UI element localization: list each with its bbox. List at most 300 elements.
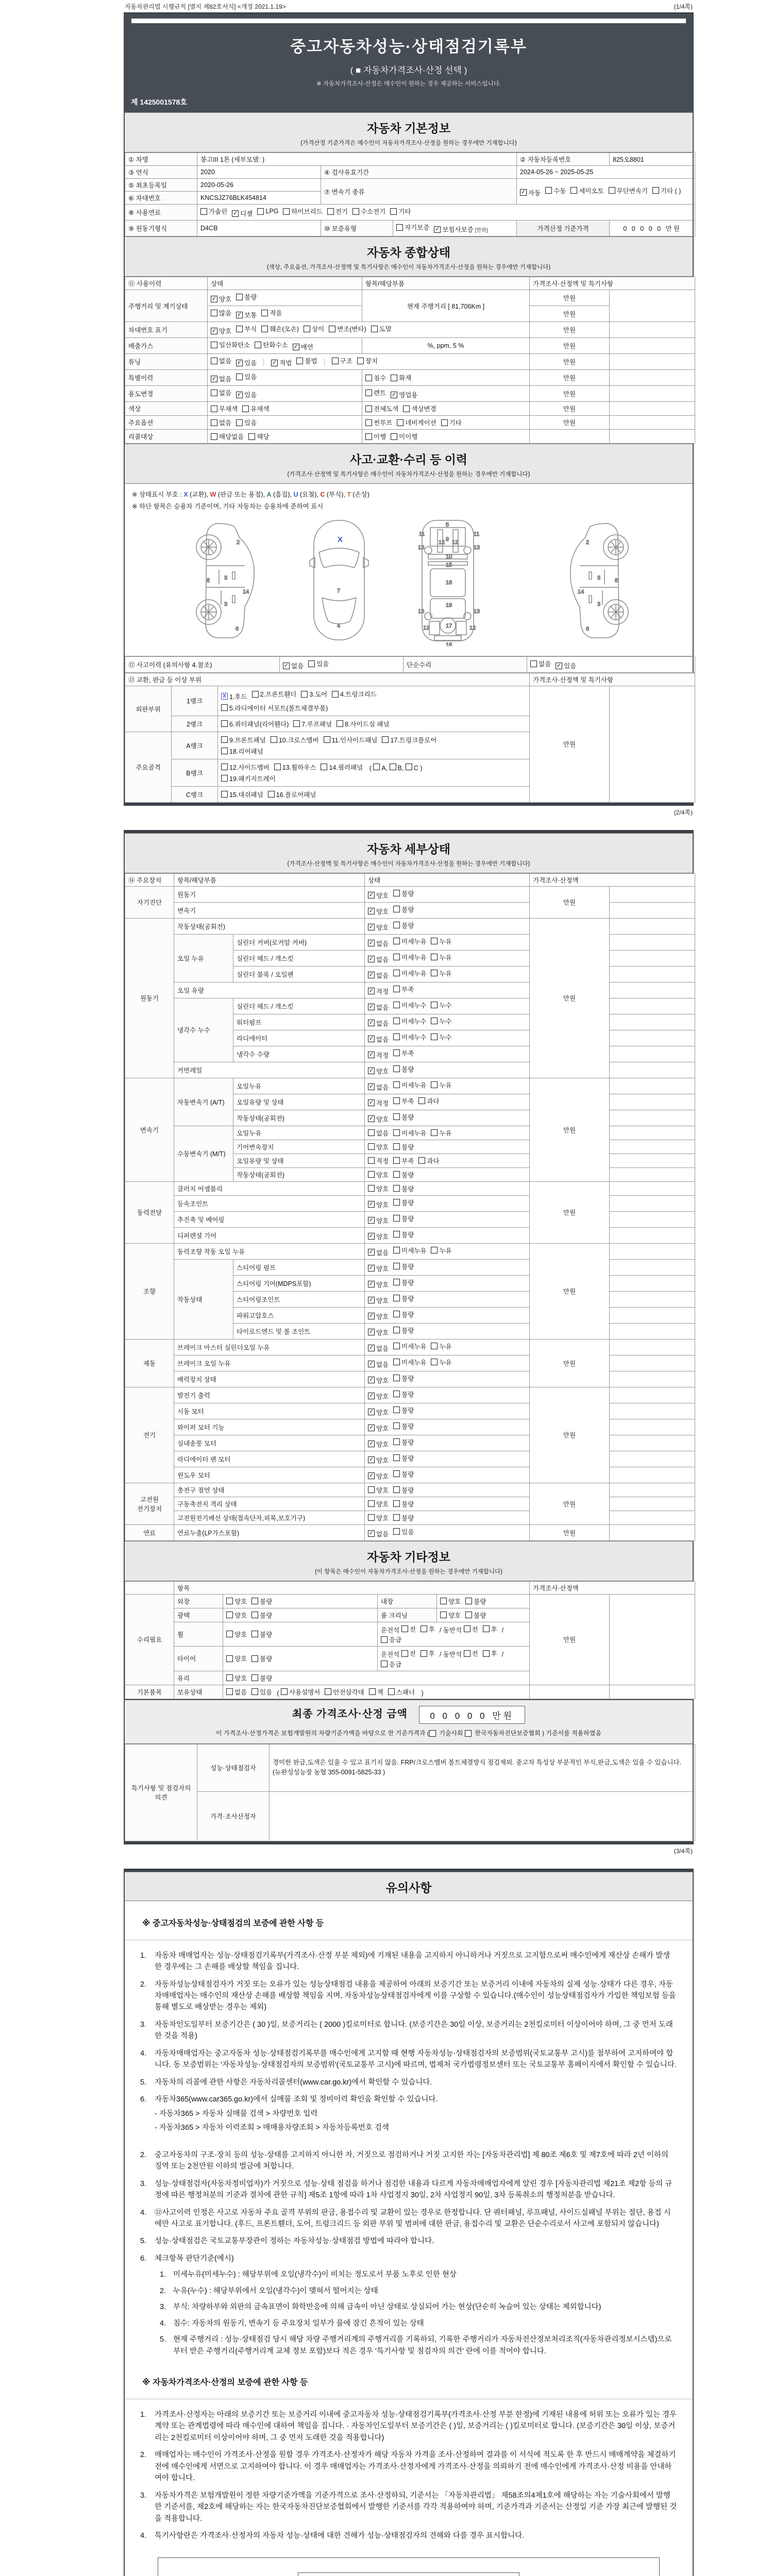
checkbox-box[interactable]: [324, 736, 330, 743]
checkbox-불량[interactable]: [393, 1064, 414, 1074]
checkbox-전[interactable]: [464, 1624, 478, 1634]
checkbox-box[interactable]: [431, 954, 438, 960]
checkbox-불량[interactable]: [393, 1278, 414, 1287]
checkbox-보험사보증[interactable]: [434, 225, 488, 234]
panel-item-6[interactable]: [221, 719, 289, 728]
panel-item-17[interactable]: [382, 735, 436, 744]
checkbox-box[interactable]: [431, 1247, 438, 1253]
checkbox-미세누유[interactable]: [393, 969, 426, 978]
checkbox-box[interactable]: [261, 310, 268, 316]
checkbox-box[interactable]: [308, 660, 315, 667]
checkbox-기타[interactable]: [390, 207, 411, 216]
checkbox-없음[interactable]: [368, 1529, 389, 1538]
checkbox-box[interactable]: [221, 693, 228, 700]
panel-item-7[interactable]: [293, 719, 332, 728]
checkbox-불량[interactable]: [393, 905, 414, 914]
checkbox-box[interactable]: [393, 1033, 400, 1040]
checkbox-box[interactable]: [368, 892, 375, 899]
checkbox-box[interactable]: [236, 419, 243, 426]
checkbox-box[interactable]: [464, 1650, 470, 1657]
checkbox-box[interactable]: [483, 1625, 490, 1632]
checkbox-해당[interactable]: [248, 432, 269, 441]
checkbox-양호[interactable]: [368, 1114, 389, 1124]
checkbox-box[interactable]: [440, 1612, 447, 1618]
panel-item-14[interactable]: [321, 762, 363, 772]
checkbox-누수[interactable]: [431, 1016, 451, 1026]
checkbox-양호[interactable]: [368, 1264, 389, 1273]
checkbox-box[interactable]: [321, 764, 327, 770]
checkbox-box[interactable]: [393, 1157, 400, 1164]
checkbox-양호[interactable]: [368, 1392, 389, 1401]
checkbox-box[interactable]: [393, 906, 400, 912]
checkbox-box[interactable]: [211, 376, 217, 382]
checkbox-box[interactable]: [393, 1359, 400, 1365]
checkbox-box[interactable]: [388, 1688, 395, 1695]
checkbox-box[interactable]: [431, 1359, 438, 1365]
checkbox-양호[interactable]: [368, 1455, 389, 1465]
checkbox-미세누유[interactable]: [393, 1358, 426, 1367]
checkbox-box[interactable]: [226, 1631, 233, 1637]
checkbox-box[interactable]: [368, 1514, 375, 1521]
panel-item-2[interactable]: [252, 689, 297, 699]
checkbox-box[interactable]: [368, 1020, 375, 1026]
checkbox-box[interactable]: [368, 1472, 375, 1479]
checkbox-box[interactable]: [556, 663, 562, 669]
checkbox-누유[interactable]: [431, 1246, 451, 1255]
checkbox-불량[interactable]: [393, 1374, 414, 1383]
checkbox-box[interactable]: [393, 1391, 400, 1397]
checkbox-없음[interactable]: [368, 1128, 389, 1138]
checkbox-무단변속기[interactable]: [609, 186, 648, 195]
checkbox-없음[interactable]: [368, 1035, 389, 1044]
checkbox-불량[interactable]: [393, 1294, 414, 1303]
checkbox-box[interactable]: [251, 1631, 258, 1637]
checkbox-렌트[interactable]: [365, 388, 386, 397]
checkbox-없음[interactable]: [211, 374, 231, 383]
checkbox-box[interactable]: [368, 1440, 375, 1447]
checkbox-훼손(오손)[interactable]: [261, 324, 299, 333]
checkbox-무채색[interactable]: [211, 404, 238, 413]
checkbox-box[interactable]: [393, 986, 400, 992]
checkbox-box[interactable]: [570, 187, 577, 194]
checkbox-양호[interactable]: [368, 1312, 389, 1321]
checkbox-box[interactable]: [403, 405, 410, 412]
checkbox-box[interactable]: [393, 1143, 400, 1150]
checkbox-전기[interactable]: [327, 207, 348, 216]
checkbox-미세누유[interactable]: [393, 937, 426, 946]
checkbox-누유[interactable]: [431, 969, 451, 978]
checkbox-box[interactable]: [221, 748, 228, 754]
checkbox-box[interactable]: [393, 1528, 400, 1535]
checkbox-불법[interactable]: [296, 356, 317, 365]
checkbox-box[interactable]: [381, 1636, 388, 1643]
checkbox-있음[interactable]: [236, 358, 257, 367]
checkbox-box[interactable]: [368, 1115, 375, 1122]
checkbox-box[interactable]: [393, 1422, 400, 1429]
checkbox-불량[interactable]: [393, 1389, 414, 1399]
checkbox-양호[interactable]: [211, 326, 231, 335]
checkbox-불량[interactable]: [393, 1326, 414, 1335]
checkbox-box[interactable]: [293, 344, 299, 350]
checkbox-불량[interactable]: [393, 1485, 414, 1495]
checkbox-box[interactable]: [368, 956, 375, 962]
checkbox-유채색[interactable]: [242, 404, 269, 413]
checkbox-전[interactable]: [401, 1624, 416, 1634]
checkbox-기타[interactable]: [441, 418, 462, 427]
checkbox-box[interactable]: [393, 1514, 400, 1521]
checkbox-box[interactable]: [221, 764, 228, 770]
checkbox-box[interactable]: [221, 736, 228, 743]
checkbox-box[interactable]: [368, 1265, 375, 1272]
checkbox-box[interactable]: [251, 1655, 258, 1662]
checkbox-불량[interactable]: [465, 1597, 486, 1606]
checkbox-있음[interactable]: [556, 661, 576, 670]
checkbox-box[interactable]: [393, 1018, 400, 1024]
checkbox-불량[interactable]: [251, 1597, 272, 1606]
checkbox-box[interactable]: [465, 1612, 472, 1618]
checkbox-box[interactable]: [368, 1393, 375, 1399]
checkbox-box[interactable]: [393, 1199, 400, 1206]
checkbox-box[interactable]: [368, 1083, 375, 1090]
checkbox-box[interactable]: [406, 764, 412, 770]
checkbox-box[interactable]: [365, 375, 372, 381]
checkbox-네비게이션[interactable]: [397, 418, 436, 427]
checkbox-box[interactable]: [464, 1625, 470, 1632]
checkbox-누유[interactable]: [431, 937, 451, 946]
checkbox-box[interactable]: [365, 419, 372, 426]
checkbox-양호[interactable]: [440, 1597, 461, 1606]
checkbox-box[interactable]: [236, 392, 243, 398]
checkbox-box[interactable]: [368, 1297, 375, 1303]
checkbox-box[interactable]: [221, 791, 228, 798]
checkbox-불량[interactable]: [393, 1437, 414, 1447]
checkbox-box[interactable]: [329, 326, 335, 332]
checkbox-box[interactable]: [393, 1295, 400, 1301]
checkbox-box[interactable]: [327, 208, 334, 215]
checkbox-box[interactable]: [393, 1097, 400, 1104]
checkbox-box[interactable]: [368, 1500, 375, 1507]
checkbox-없음[interactable]: [368, 955, 389, 964]
checkbox-box[interactable]: [393, 1279, 400, 1285]
checkbox-있음[interactable]: [251, 1687, 272, 1697]
checkbox-불량[interactable]: [393, 1421, 414, 1431]
panel-item-18[interactable]: [221, 747, 263, 756]
checkbox-box[interactable]: [393, 1002, 400, 1008]
checkbox-box[interactable]: [373, 764, 380, 770]
checkbox-box[interactable]: [393, 1343, 400, 1349]
checkbox-box[interactable]: [393, 1375, 400, 1381]
checkbox-있음[interactable]: [236, 372, 257, 381]
checkbox-box[interactable]: [393, 1486, 400, 1493]
checkbox-box[interactable]: [332, 358, 339, 364]
checkbox-box[interactable]: [211, 342, 217, 348]
checkbox-적정[interactable]: [368, 1098, 389, 1108]
checkbox-양호[interactable]: [226, 1654, 247, 1663]
checkbox-box[interactable]: [232, 210, 239, 217]
checkbox-box[interactable]: [530, 660, 537, 667]
checkbox-box[interactable]: [296, 358, 303, 364]
checkbox-누수[interactable]: [431, 1032, 451, 1042]
checkbox-구조[interactable]: [332, 356, 352, 365]
checkbox-미세누유[interactable]: [393, 1080, 426, 1090]
checkbox-box[interactable]: [337, 720, 343, 727]
panel-item-12[interactable]: [221, 762, 270, 772]
checkbox-과다[interactable]: [418, 1156, 439, 1165]
checkbox-불량[interactable]: [393, 1230, 414, 1239]
checkbox-없음[interactable]: [211, 356, 231, 365]
checkbox-box[interactable]: [226, 1688, 233, 1695]
checkbox-box[interactable]: [609, 187, 615, 194]
checkbox-box[interactable]: [396, 224, 403, 231]
checkbox-box[interactable]: [368, 1313, 375, 1319]
checkbox-불량[interactable]: [393, 1184, 414, 1193]
checkbox-없음[interactable]: [530, 659, 551, 668]
checkbox-box[interactable]: [429, 1730, 436, 1737]
checkbox-box[interactable]: [545, 187, 552, 194]
checkbox-양호[interactable]: [226, 1597, 247, 1606]
panel-item-19[interactable]: [221, 774, 276, 783]
checkbox-box[interactable]: [393, 1327, 400, 1333]
checkbox-스패너[interactable]: [388, 1687, 415, 1697]
checkbox-양호[interactable]: [368, 1142, 389, 1151]
checkbox-영업용[interactable]: [391, 390, 417, 399]
checkbox-box[interactable]: [441, 419, 448, 426]
checkbox-box[interactable]: [281, 1688, 288, 1695]
checkbox-없음[interactable]: [283, 661, 304, 670]
checkbox-box[interactable]: [236, 312, 243, 318]
panel-item-10[interactable]: [271, 735, 319, 744]
checkbox-불량[interactable]: [251, 1630, 272, 1639]
checkbox-불량[interactable]: [393, 1469, 414, 1479]
checkbox-box[interactable]: [368, 1185, 375, 1192]
checkbox-불량[interactable]: [393, 1142, 414, 1151]
checkbox-없음[interactable]: [368, 1360, 389, 1369]
checkbox-box[interactable]: [431, 1002, 438, 1008]
checkbox-box[interactable]: [421, 1625, 427, 1632]
checkbox-양호[interactable]: [368, 923, 389, 932]
checkbox-box[interactable]: [393, 1263, 400, 1269]
checkbox-도말[interactable]: [371, 324, 392, 333]
checkbox-box[interactable]: [368, 1456, 375, 1463]
checkbox-미세누유[interactable]: [393, 953, 426, 962]
checkbox-box[interactable]: [368, 1409, 375, 1415]
checkbox-매연[interactable]: [293, 342, 313, 351]
checkbox-box[interactable]: [520, 189, 527, 196]
checkbox-box[interactable]: [368, 988, 375, 994]
checkbox-색상변경[interactable]: [403, 404, 436, 413]
panel-item-13[interactable]: [274, 762, 316, 772]
checkbox-불량[interactable]: [393, 1198, 414, 1207]
checkbox-box[interactable]: [393, 938, 400, 944]
checkbox-부족[interactable]: [393, 1096, 414, 1106]
checkbox-없음[interactable]: [368, 1248, 389, 1257]
checkbox-box[interactable]: [368, 1233, 375, 1240]
checkbox-box[interactable]: [393, 1129, 400, 1136]
checkbox-미세누유[interactable]: [393, 1246, 426, 1255]
checkbox-부족[interactable]: [393, 985, 414, 994]
checkbox-없음[interactable]: [368, 1344, 389, 1353]
checkbox-box[interactable]: [368, 908, 375, 914]
checkbox-box[interactable]: [368, 1067, 375, 1074]
panel-item-8[interactable]: [337, 719, 389, 728]
checkbox-box[interactable]: [393, 1231, 400, 1238]
checkbox-기타 ( )[interactable]: [652, 186, 681, 195]
checkbox-양호[interactable]: [368, 891, 389, 900]
checkbox-box[interactable]: [365, 405, 372, 412]
checkbox-미세누유[interactable]: [393, 1128, 426, 1138]
panel-item-1[interactable]: [221, 692, 247, 701]
checkbox-불량[interactable]: [393, 1170, 414, 1179]
checkbox-box[interactable]: [368, 1361, 375, 1367]
checkbox-box[interactable]: [293, 720, 300, 727]
checkbox-box[interactable]: [211, 419, 217, 426]
checkbox-적정[interactable]: [368, 1050, 389, 1060]
checkbox-box[interactable]: [226, 1674, 233, 1681]
checkbox-불량[interactable]: [393, 1405, 414, 1415]
checkbox-box[interactable]: [357, 358, 364, 364]
checkbox-box[interactable]: [226, 1655, 233, 1662]
checkbox-양호[interactable]: [368, 1232, 389, 1241]
checkbox-불량[interactable]: [251, 1611, 272, 1620]
checkbox-box[interactable]: [365, 433, 372, 440]
checkbox-box[interactable]: [248, 433, 255, 440]
checkbox-box[interactable]: [652, 187, 659, 194]
checkbox-box[interactable]: [226, 1598, 233, 1604]
checkbox-상이[interactable]: [304, 324, 324, 333]
checkbox-box[interactable]: [368, 1143, 375, 1150]
checkbox-누유[interactable]: [431, 1128, 451, 1138]
checkbox-불량[interactable]: [393, 889, 414, 898]
panel-item-9[interactable]: [221, 735, 266, 744]
checkbox-box[interactable]: [421, 1650, 427, 1657]
checkbox-box[interactable]: [332, 691, 339, 698]
checkbox-box[interactable]: [236, 374, 243, 380]
checkbox-미세누유[interactable]: [393, 1342, 426, 1351]
checkbox-침수[interactable]: [365, 373, 386, 382]
checkbox-미세누수[interactable]: [393, 1032, 426, 1042]
checkbox-과다[interactable]: [418, 1096, 439, 1106]
checkbox-box[interactable]: [393, 1247, 400, 1253]
checkbox-양호[interactable]: [368, 1499, 389, 1509]
checkbox-이행[interactable]: [365, 432, 386, 441]
checkbox-box[interactable]: [393, 1113, 400, 1120]
checkbox-box[interactable]: [211, 405, 217, 412]
checkbox-양호[interactable]: [368, 1513, 389, 1522]
checkbox-적법[interactable]: [271, 358, 292, 367]
checkbox-box[interactable]: [483, 1650, 490, 1657]
checkbox-box[interactable]: [368, 940, 375, 946]
checkbox-안전삼각대[interactable]: [325, 1687, 364, 1697]
checkbox-응급[interactable]: [381, 1659, 401, 1669]
checkbox-탄화수소[interactable]: [255, 340, 288, 349]
checkbox-box[interactable]: [393, 922, 400, 928]
panel-item-15[interactable]: [221, 790, 263, 799]
checkbox-box[interactable]: [431, 970, 438, 976]
checkbox-일산화탄소[interactable]: [211, 340, 250, 349]
checkbox-box[interactable]: [390, 208, 397, 215]
panel-item-3[interactable]: [301, 689, 327, 699]
checkbox-미세누수[interactable]: [393, 1001, 426, 1010]
checkbox-부족[interactable]: [393, 1156, 414, 1165]
checkbox-없음[interactable]: [211, 418, 231, 427]
checkbox-box[interactable]: [352, 208, 359, 215]
checkbox-box[interactable]: [393, 890, 400, 896]
checkbox-보통[interactable]: [236, 310, 257, 319]
checkbox-양호[interactable]: [368, 1216, 389, 1225]
checkbox-불량[interactable]: [393, 1112, 414, 1122]
checkbox-box[interactable]: [268, 791, 275, 798]
checkbox-box[interactable]: [393, 1500, 400, 1507]
checkbox-가솔린[interactable]: [200, 207, 227, 216]
checkbox-있음[interactable]: [393, 1527, 414, 1536]
checkbox-잭[interactable]: [369, 1687, 383, 1697]
checkbox-불량[interactable]: [393, 1262, 414, 1271]
checkbox-양호[interactable]: [368, 1471, 389, 1481]
checkbox-수동[interactable]: [545, 186, 566, 195]
checkbox-box[interactable]: [368, 1486, 375, 1493]
checkbox-box[interactable]: [369, 1688, 376, 1695]
checkbox-box[interactable]: [368, 1281, 375, 1287]
checkbox-box[interactable]: [393, 1215, 400, 1222]
checkbox-box[interactable]: [283, 663, 290, 669]
checkbox-적음[interactable]: [261, 308, 282, 317]
checkbox-box[interactable]: [200, 208, 207, 215]
checkbox-썬루프[interactable]: [365, 418, 392, 427]
checkbox-변조(변타)[interactable]: [329, 324, 366, 333]
checkbox-양호[interactable]: [368, 1439, 389, 1449]
checkbox-box[interactable]: [236, 326, 243, 332]
checkbox-box[interactable]: [221, 720, 228, 727]
checkbox-미이행[interactable]: [391, 432, 417, 441]
checkbox-box[interactable]: [393, 1438, 400, 1445]
checkbox-양호[interactable]: [440, 1611, 461, 1620]
checkbox-전[interactable]: [464, 1649, 478, 1658]
checkbox-없음[interactable]: [368, 971, 389, 980]
checkbox-box[interactable]: [283, 208, 290, 215]
checkbox-양호[interactable]: [368, 1376, 389, 1385]
checkbox-box[interactable]: [236, 294, 243, 300]
checkbox-box[interactable]: [368, 1171, 375, 1178]
checkbox-미세누수[interactable]: [393, 1016, 426, 1026]
checkbox-LPG[interactable]: [257, 208, 278, 215]
checkbox-누수[interactable]: [431, 1001, 451, 1010]
checkbox-box[interactable]: [368, 1004, 375, 1010]
checkbox-box[interactable]: [274, 764, 281, 770]
checkbox-없음[interactable]: [226, 1687, 247, 1697]
checkbox-box[interactable]: [368, 1249, 375, 1256]
checkbox-box[interactable]: [393, 970, 400, 976]
checkbox-box[interactable]: [393, 1470, 400, 1477]
checkbox-box[interactable]: [255, 342, 261, 348]
checkbox-box[interactable]: [211, 433, 217, 440]
checkbox-사용설명서[interactable]: [281, 1687, 320, 1697]
checkbox-box[interactable]: [391, 375, 397, 381]
checkbox-box[interactable]: [251, 1598, 258, 1604]
checkbox-없음[interactable]: [368, 1003, 389, 1012]
checkbox-box[interactable]: [211, 389, 217, 396]
checkbox-box[interactable]: [368, 924, 375, 930]
checkbox-box[interactable]: [368, 1329, 375, 1335]
checkbox-후[interactable]: [483, 1649, 497, 1658]
checkbox-있음[interactable]: [236, 390, 257, 399]
checkbox-box[interactable]: [271, 736, 277, 743]
checkbox-누유[interactable]: [431, 1358, 451, 1367]
checkbox-많음[interactable]: [211, 308, 231, 317]
checkbox-불량[interactable]: [393, 1453, 414, 1463]
checkbox-box[interactable]: [211, 358, 217, 364]
checkbox-box[interactable]: [465, 1730, 472, 1737]
checkbox-box[interactable]: [371, 326, 378, 332]
